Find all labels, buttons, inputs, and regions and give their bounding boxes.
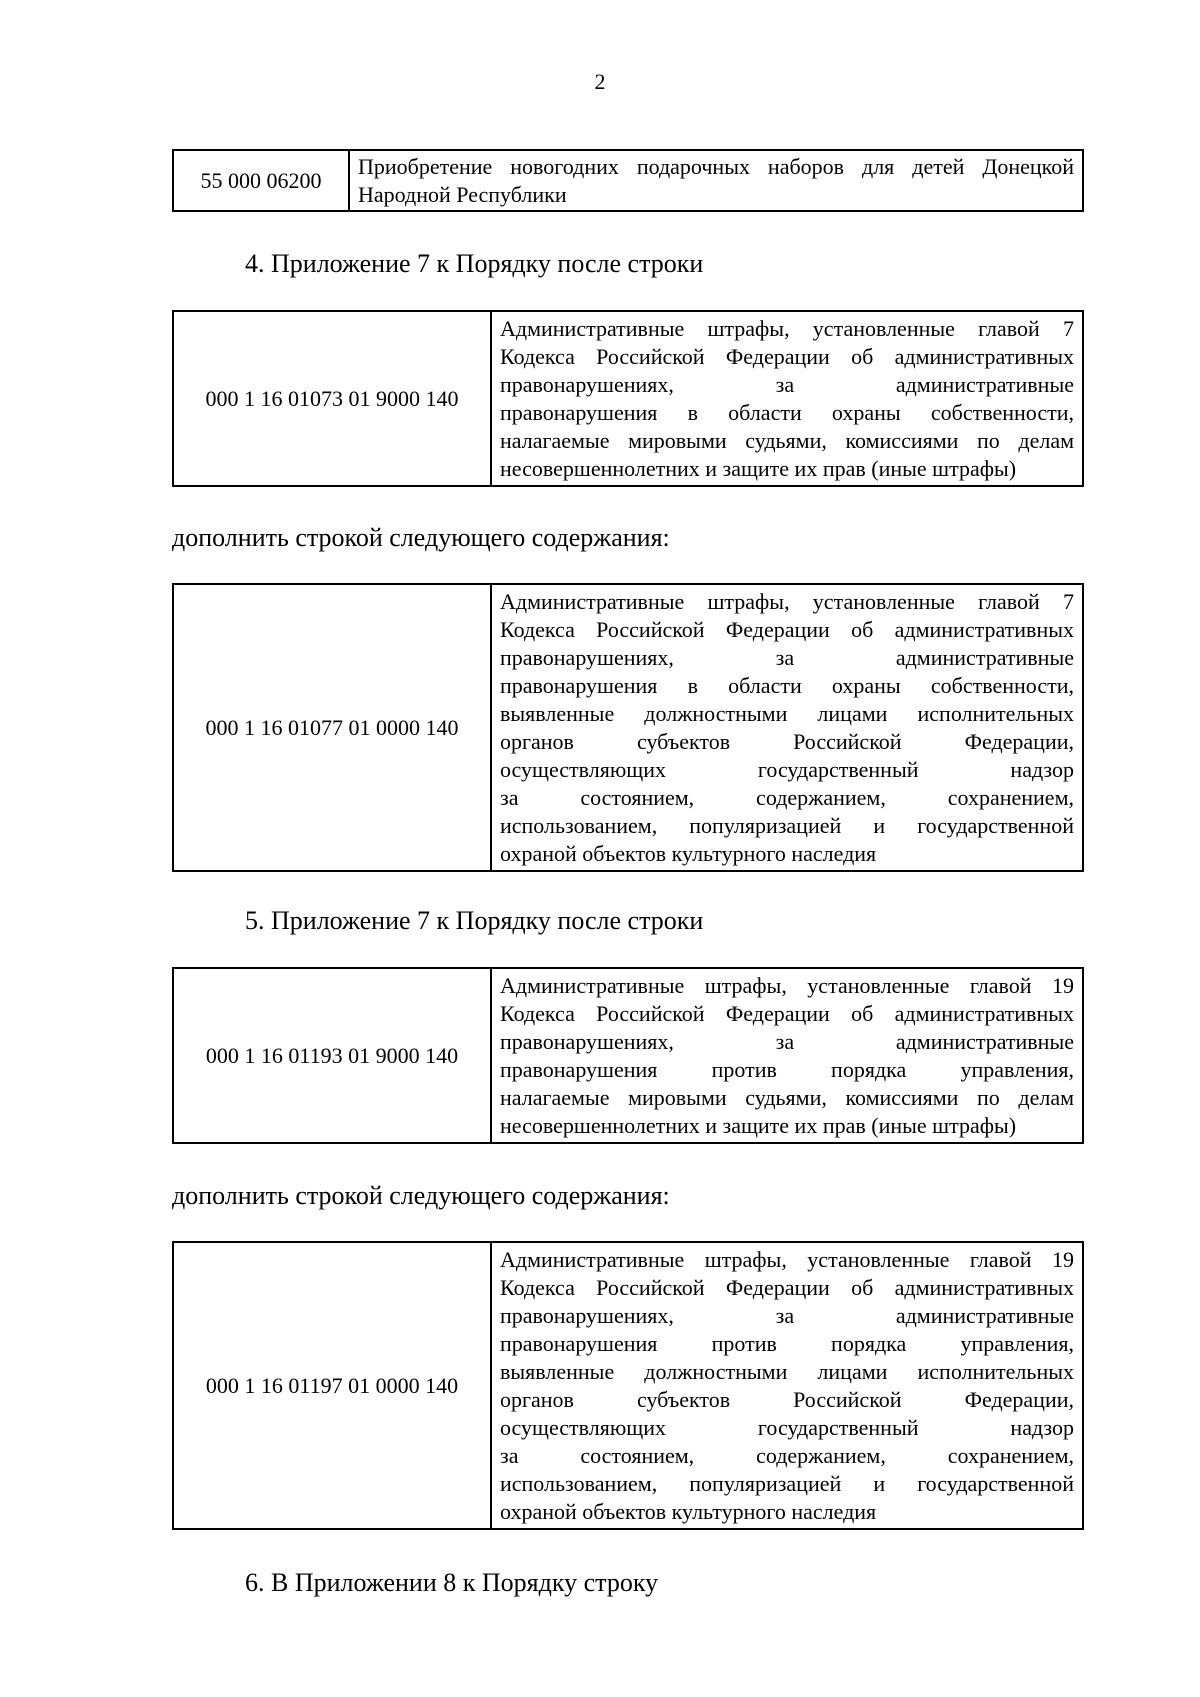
budget-code-table <box>172 310 1084 487</box>
description-line: правонарушениях, за административные <box>500 1302 1074 1328</box>
table-row <box>173 1242 1083 1529</box>
description-line: правонарушениях, за административные <box>500 371 1074 397</box>
supplement-text: дополнить строкой следующего содержания: <box>172 523 670 552</box>
description-line: Административные штрафы, установленные главой 7 <box>500 588 1074 614</box>
description-line: правонарушениях, за административные <box>500 644 1074 670</box>
description-cell <box>491 584 1083 871</box>
description-cell <box>491 311 1083 486</box>
description-line: осуществляющих государственный надзор <box>500 756 1074 782</box>
budget-code-cell: 000 1 16 01197 01 0000 140 <box>173 1242 491 1529</box>
description-cell <box>491 1242 1083 1529</box>
description-line: налагаемые мировыми судьями, комиссиями по делам <box>500 1084 1074 1110</box>
description-line: несовершеннолетних и защите их прав (иные штрафы) <box>500 1112 1017 1138</box>
supplement-text: дополнить строкой следующего содержания: <box>172 1181 670 1210</box>
description-line: Народной Республики <box>358 181 567 207</box>
description-line: за состоянием, содержанием, сохранением, <box>500 784 1074 810</box>
budget-code-table <box>172 149 1084 212</box>
description-line: осуществляющих государственный надзор <box>500 1414 1074 1440</box>
table-row <box>173 311 1083 486</box>
description-line: Кодекса Российской Федерации об административных <box>500 1000 1074 1026</box>
description-line: охраной объектов культурного наследия <box>500 840 877 866</box>
budget-code-cell: 000 1 16 01193 01 9000 140 <box>173 968 491 1143</box>
section-heading-6: 6. В Приложении 8 к Порядку строку <box>245 1568 659 1597</box>
description-line: органов субъектов Российской Федерации, <box>500 728 1074 754</box>
description-line: правонарушения в области охраны собственности, <box>500 399 1074 425</box>
table-row <box>173 584 1083 871</box>
page-number: 2 <box>594 69 606 94</box>
description-line: Кодекса Российской Федерации об административных <box>500 343 1074 369</box>
description-line: Административные штрафы, установленные главой 7 <box>500 315 1074 341</box>
budget-code-table <box>172 1241 1084 1530</box>
description-line: Кодекса Российской Федерации об административных <box>500 1274 1074 1300</box>
description-line: использованием, популяризацией и государственной <box>500 812 1074 838</box>
description-line: выявленные должностными лицами исполнительных <box>500 700 1074 726</box>
description-line: правонарушения против порядка управления, <box>500 1330 1074 1356</box>
description-line: Приобретение новогодних подарочных наборов для детей Донецкой <box>358 153 1074 179</box>
budget-code-cell: 000 1 16 01073 01 9000 140 <box>173 311 491 486</box>
budget-code-cell: 000 1 16 01077 01 0000 140 <box>173 584 491 871</box>
description-line: Административные штрафы, установленные главой 19 <box>500 972 1074 998</box>
description-line: Кодекса Российской Федерации об административных <box>500 616 1074 642</box>
budget-code-table <box>172 967 1084 1144</box>
table-row <box>173 150 1083 211</box>
description-line: правонарушениях, за административные <box>500 1028 1074 1054</box>
description-line: выявленные должностными лицами исполнительных <box>500 1358 1074 1384</box>
description-line: несовершеннолетних и защите их прав (иные штрафы) <box>500 455 1017 481</box>
description-line: использованием, популяризацией и государственной <box>500 1470 1074 1496</box>
table-row <box>173 968 1083 1143</box>
description-cell <box>491 968 1083 1143</box>
description-line: правонарушения в области охраны собственности, <box>500 672 1074 698</box>
description-line: за состоянием, содержанием, сохранением, <box>500 1442 1074 1468</box>
budget-code-table <box>172 583 1084 872</box>
description-line: охраной объектов культурного наследия <box>500 1498 877 1524</box>
description-line: правонарушения против порядка управления, <box>500 1056 1074 1082</box>
budget-code-cell: 55 000 06200 <box>173 150 349 211</box>
description-line: органов субъектов Российской Федерации, <box>500 1386 1074 1412</box>
description-line: Административные штрафы, установленные главой 19 <box>500 1246 1074 1272</box>
section-heading-4: 4. Приложение 7 к Порядку после строки <box>245 249 704 278</box>
section-heading-5: 5. Приложение 7 к Порядку после строки <box>245 906 704 935</box>
description-cell <box>349 150 1083 211</box>
description-line: налагаемые мировыми судьями, комиссиями по делам <box>500 427 1074 453</box>
